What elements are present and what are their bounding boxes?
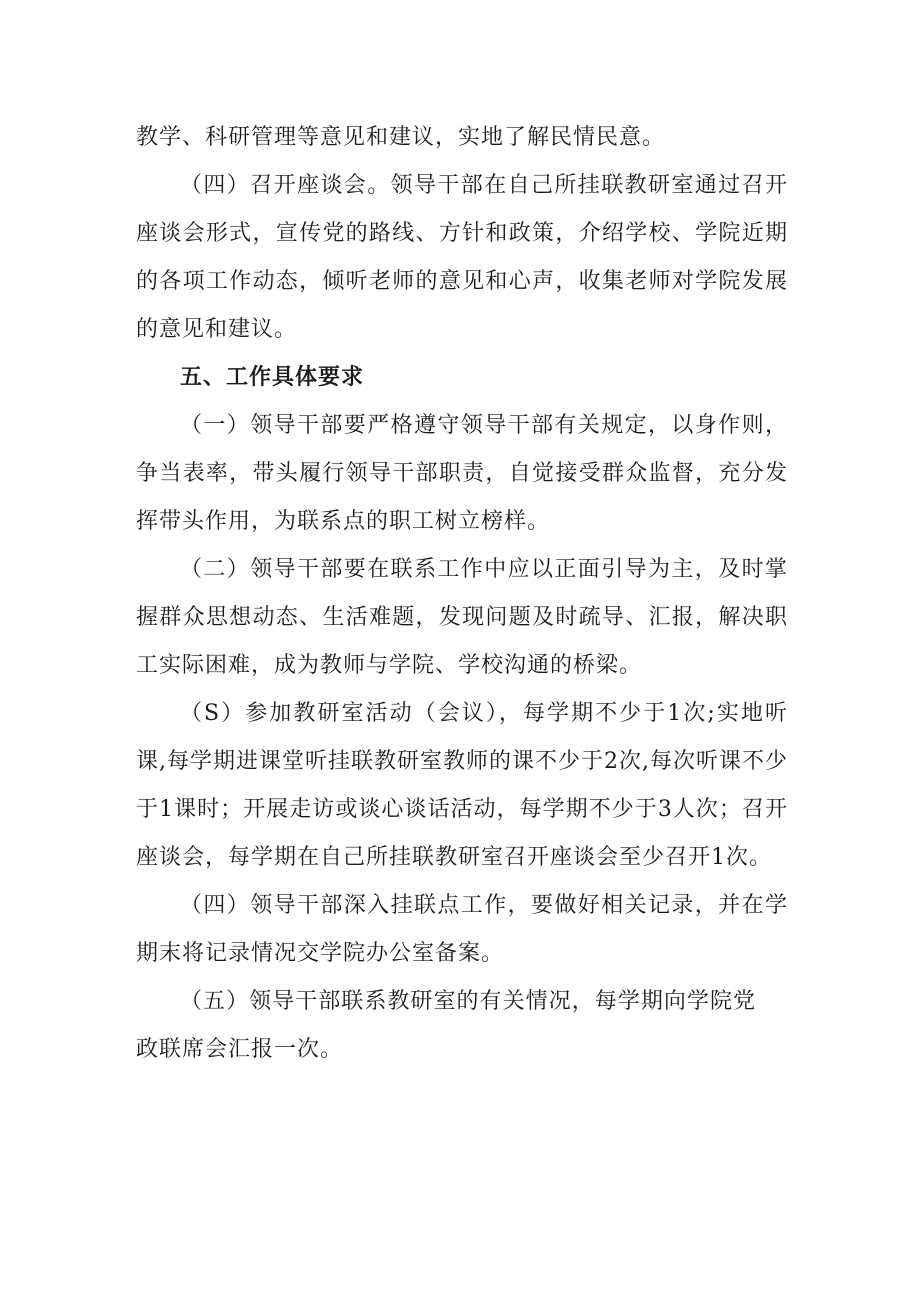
paragraph-requirement-2: （二）领导干部要在联系工作中应以正面引导为主，及时掌握群众思想动态、生活难题，发现问题及时疏导、汇报，解决职工实际困难，成为教师与学院、学校沟通的桥梁。 [136,557,788,678]
paragraph-continuation: 教学、科研管理等意见和建议，实地了解民情民意。 [136,125,666,150]
paragraph-requirement-3: （S）参加教研室活动（会议），每学期不少于1次;实地听课,每学期进课堂听挂联教研室教师的课不少于2次,每次听课不少于1课时；开展走访或谈心谈话活动，每学期不少于3人次；召开座谈会，每学期在自己所挂联教研室召开座谈会至少召开1次。 [136,701,788,870]
paragraph-requirement-5: （五）领导干部联系教研室的有关情况，每学期向学院党政联席会汇报一次。 [136,989,756,1062]
paragraph-requirement-4: （四）领导干部深入挂联点工作，要做好相关记录，并在学期末将记录情况交学院办公室备案。 [136,893,788,966]
paragraph-requirement-1: （一）领导干部要严格遵守领导干部有关规定，以身作则，争当表率，带头履行领导干部职责，自觉接受群众监督，充分发挥带头作用，为联系点的职工树立榜样。 [136,413,788,534]
document-page [136,114,788,1074]
paragraph-hold-symposium: （四）召开座谈会。领导干部在自己所挂联教研室通过召开座谈会形式，宣传党的路线、方针和政策，介绍学校、学院近期的各项工作动态，倾听老师的意见和心声，收集老师对学院发展的意见和建议。 [136,173,788,342]
section-heading-work-requirements: 五、工作具体要求 [180,365,365,390]
